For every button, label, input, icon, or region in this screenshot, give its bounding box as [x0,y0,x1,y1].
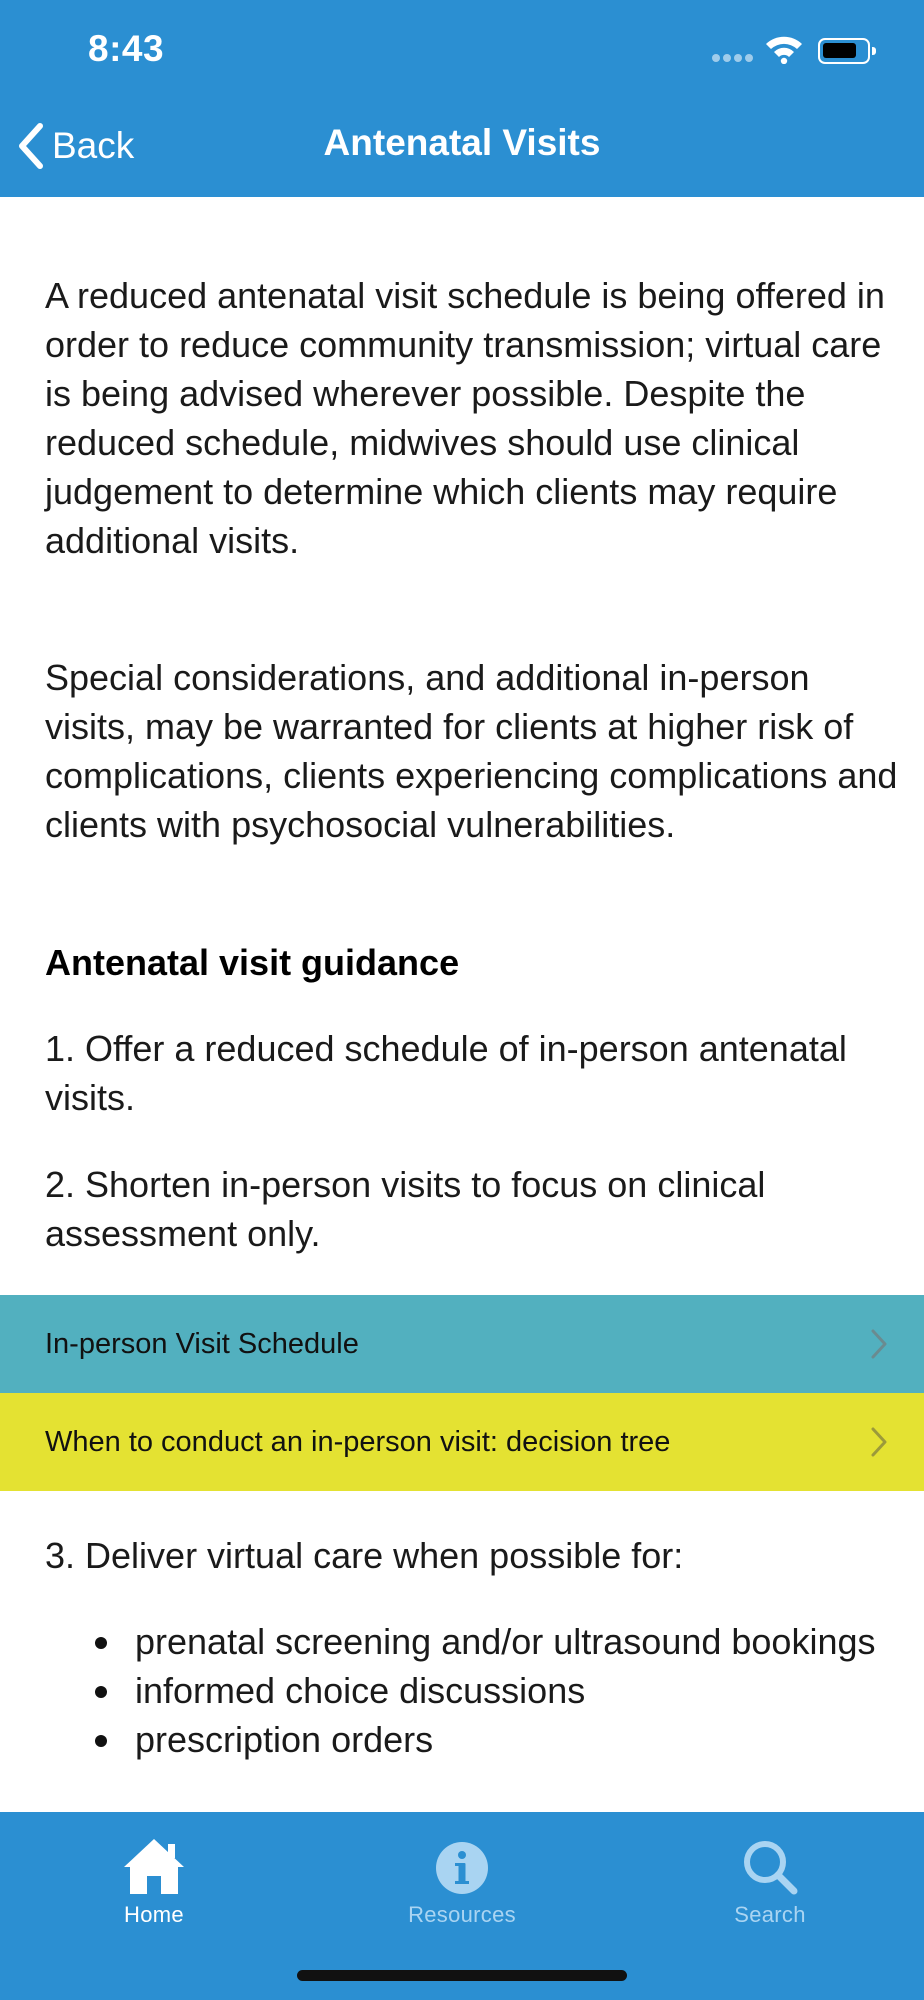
tab-label: Search [734,1902,806,1927]
in-person-visit-schedule-link[interactable] [0,1295,924,1393]
section-heading: Antenatal visit guidance [45,942,460,983]
info-icon [434,1840,490,1896]
battery-icon [818,38,870,64]
cellular-signal-icon [712,54,756,64]
home-indicator[interactable] [297,1970,627,1981]
navigation-header [0,0,924,197]
list-item: prenatal screening and/or ultrasound bookings [90,1617,890,1666]
intro-paragraph: A reduced antenatal visit schedule is being offered in order to reduce community transmission; virtual care is being advised wherever possible. Despite the reduced schedule, midwives should use clinical judgement to determine which clients may require additional visits. [45,275,885,561]
tab-resources[interactable] [362,1812,562,1932]
list-item: prescription orders [90,1715,890,1764]
virtual-care-list [90,1617,890,1764]
considerations-paragraph: Special considerations, and additional in-person visits, may be warranted for clients at higher risk of complications, clients experiencing complications and clients with psychosocial vulnerabilities. [45,657,898,845]
guidance-step-3: 3. Deliver virtual care when possible for: [45,1535,684,1576]
status-time: 8:43 [88,28,165,69]
chevron-right-icon [870,1426,888,1458]
list-item: informed choice discussions [90,1666,890,1715]
guidance-step-1: 1. Offer a reduced schedule of in-person antenatal visits. [45,1028,847,1118]
tab-label: Home [124,1902,184,1927]
back-label: Back [52,125,135,166]
tab-label: Resources [408,1902,516,1927]
tab-search[interactable] [670,1812,870,1932]
tab-home[interactable] [54,1812,254,1932]
home-icon [121,1836,187,1896]
guidance-step-2: 2. Shorten in-person visits to focus on clinical assessment only. [45,1164,766,1254]
wifi-icon [764,34,804,64]
search-icon [741,1838,799,1896]
decision-tree-link[interactable] [0,1393,924,1491]
chevron-right-icon [870,1328,888,1360]
link-label: In-person Visit Schedule [45,1327,359,1360]
link-label: When to conduct an in-person visit: decision tree [45,1425,671,1458]
page-title: Antenatal Visits [323,122,601,163]
